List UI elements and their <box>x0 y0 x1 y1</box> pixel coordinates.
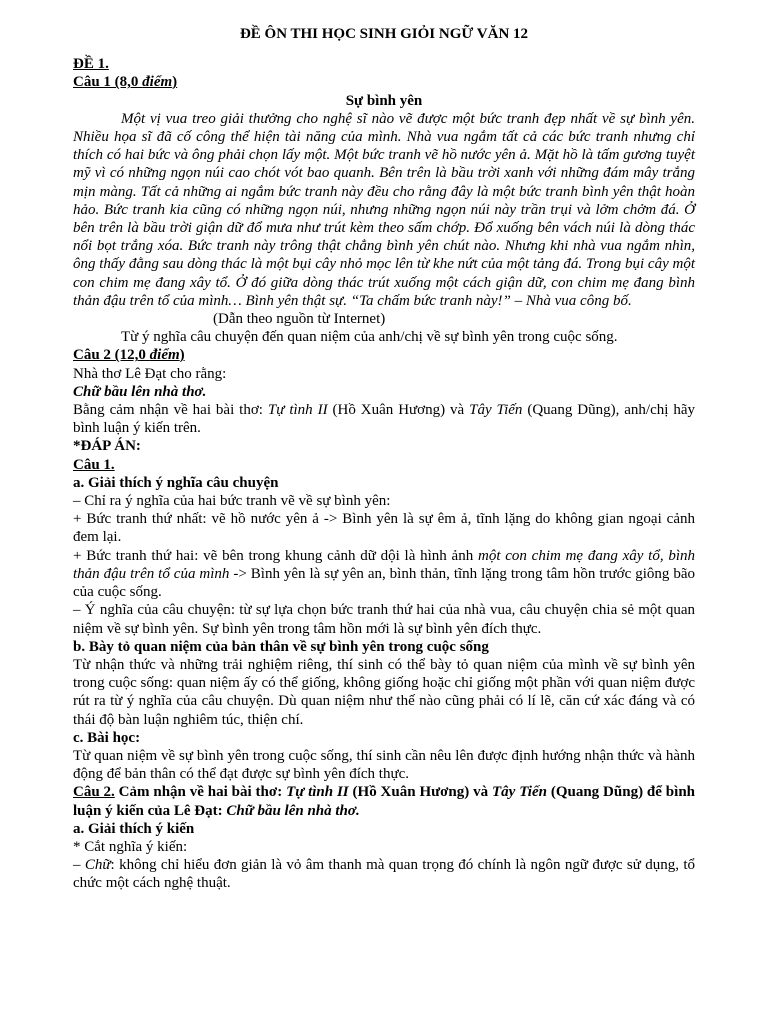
question-1-heading <box>73 73 695 91</box>
answer-1a-heading: a. Giải thích ý nghĩa câu chuyện <box>73 474 279 491</box>
story-source: (Dẫn theo nguồn từ Internet) <box>213 311 386 328</box>
story-text: Một vị vua treo giải thưởng cho nghệ sĩ nào vẽ được một bức tranh đẹp nhất về sự bình yên. Nhiều họa sĩ đã cố công thể hiện tài năng của mình. Nhà vua ngắm tất cả các bức tranh nhưng chỉ thích có hai bức và ông phải chọn lấy một. Một bức tranh vẽ hồ nước yên ả. Mặt hồ là tấm gương tuyệt mỹ vì có những ngọn núi cao chót vót bao quanh. Bên trên là bầu trời xanh với những đám mây trắng mịn màng. Tất cả những ai ngắm bức tranh này đều cho rằng đây là một bức tranh bình yên thật hoàn hảo. Bức tranh kia cũng có những ngọn núi, nhưng những ngọn núi này trần trụi và lởm chởm đá. Ở bên trên là bầu trời giận dữ đổ mưa như trút kèm theo sấm chớp. Đổ xuống bên vách núi là dòng thác nổi bọt trắng xóa. Bức tranh này trông thật chẳng bình yên chút nào. Nhưng khi nhà vua ngắm nhìn, ông thấy đằng sau dòng thác là một bụi cây nhỏ mọc lên từ khe nứt của một tảng đá. Trong bụi cây một con chim mẹ đang xây tổ. Ở đó giữa dòng thác trút xuống một cách giận dữ, con chim mẹ đang bình thản đậu trên tổ của mình… Bình yên thật sự. “Ta chấm bức tranh này!” – Nhà vua công bố. <box>73 110 695 309</box>
question-1-close: ) <box>172 74 178 91</box>
question-2-quote-text: Chữ bầu lên nhà thơ. <box>73 383 207 400</box>
answer-1b-text: Từ nhận thức và những trải nghiệm riêng, thí sinh có thể bày tỏ quan niệm của mình về sự bình yên trong cuộc sống: quan niệm ấy có thể giống, không giống hoặc chỉ giống một phần với quan niệm được rút ra từ ý nghĩa của câu chuyện. Dù quan niệm như thế nào cũng phải có lí lẽ, căn cứ xác đáng và có thái độ bàn luận nghiêm túc, thiện chí. <box>73 656 695 728</box>
a1-l3-part-b: -> Bình yên là sự yên an, bình thản, tĩnh lặng trong tâm hồn trước giông bão của cuộc sống. <box>73 565 695 601</box>
answer-2-label: Câu 2. <box>73 784 115 801</box>
answer-1a-line-1: – Chỉ ra ý nghĩa của hai bức tranh vẽ về sự bình yên: <box>73 493 391 510</box>
question-1-points: điểm <box>142 74 173 91</box>
q2-poem-2: Tây Tiến <box>469 402 523 419</box>
answer-2a-line-1: * Cắt nghĩa ý kiến: <box>73 838 188 855</box>
question-2-intro: Nhà thơ Lê Đạt cho rằng: <box>73 365 227 382</box>
question-1-task: Từ ý nghĩa câu chuyện đến quan niệm của anh/chị về sự bình yên trong cuộc sống. <box>121 329 618 346</box>
ans2-quote: Chữ bầu lên nhà thơ. <box>226 802 360 819</box>
a2-l2-dash: – <box>73 857 85 874</box>
q2-task-part-c: (Quang Dũng), anh/chị hãy bình luận ý kiến trên. <box>73 402 695 437</box>
answer-1a-line-3 <box>73 547 695 602</box>
q2-task-part-b: (Hồ Xuân Hương) và <box>327 402 470 419</box>
question-2-label: Câu 2 (12,0 <box>73 347 146 364</box>
answer-1c-heading: c. Bài học: <box>73 729 141 746</box>
answer-1-label: Câu 1. <box>73 456 115 473</box>
ans2-part-a: Cảm nhận về hai bài thơ: <box>114 784 287 801</box>
document-page <box>73 22 695 893</box>
answer-2-heading <box>73 783 695 819</box>
ans2-part-b: (Hồ Xuân Hương) và <box>348 784 492 801</box>
a1-l3-italic: một con chim mẹ đang xây tổ, bình thản đậu trên tổ của mình <box>73 547 695 582</box>
a2-l2-italic: Chữ <box>84 857 111 874</box>
exam-label: ĐỀ 1. <box>73 56 109 73</box>
q2-task-part-a: Bằng cảm nhận về hai bài thơ: <box>73 402 268 419</box>
story-title: Sự bình yên <box>345 92 423 109</box>
question-2-quote <box>73 383 695 401</box>
answer-2a-heading: a. Giải thích ý kiến <box>73 820 195 837</box>
answer-heading: *ĐÁP ÁN: <box>73 438 141 455</box>
document-title: ĐỀ ÔN THI HỌC SINH GIỎI NGỮ VĂN 12 <box>239 26 529 42</box>
ans2-part-c: (Quang Dũng) để bình luận ý kiến của Lê Đạt: <box>73 784 696 819</box>
answer-1c-text: Từ quan niệm về sự bình yên trong cuộc sống, thí sinh cần nêu lên được định hướng nhận thức và hành động để bản thân có thể đạt được sự bình yên đích thực. <box>73 747 695 783</box>
answer-1a-line-2: + Bức tranh thứ nhất: vẽ hồ nước yên ả -> Bình yên là sự êm ả, tĩnh lặng do không gian ngoại cảnh đem lại. <box>73 511 695 546</box>
question-2-heading <box>73 346 695 364</box>
question-1-label: Câu 1 (8,0 <box>73 74 139 91</box>
q2-poem-1: Tự tình II <box>267 402 328 419</box>
ans2-poem-1: Tự tình II <box>286 784 349 801</box>
a2-l2-rest: : không chỉ hiểu đơn giản là vỏ âm thanh mà quan trọng đó chính là ngôn ngữ được sử dụng, tổ chức một cách nghệ thuật. <box>73 857 695 892</box>
answer-1b-heading: b. Bày tỏ quan niệm của bản thân về sự bình yên trong cuộc sống <box>73 638 489 655</box>
question-2-task <box>73 401 695 437</box>
question-2-points: điểm <box>149 347 180 364</box>
ans2-poem-2: Tây Tiến <box>492 784 547 801</box>
question-2-close: ) <box>179 347 185 364</box>
answer-2a-line-2 <box>73 856 695 892</box>
answer-1a-line-4: – Ý nghĩa của câu chuyện: từ sự lựa chọn bức tranh thứ hai của nhà vua, câu chuyện chia sẻ một quan niệm về sự bình yên. Sự bình yên trong tâm hồn mới là sự bình yên đích thực. <box>73 602 695 637</box>
a1-l3-part-a: + Bức tranh thứ hai: vẽ bên trong khung cảnh dữ dội là hình ảnh <box>73 547 478 564</box>
